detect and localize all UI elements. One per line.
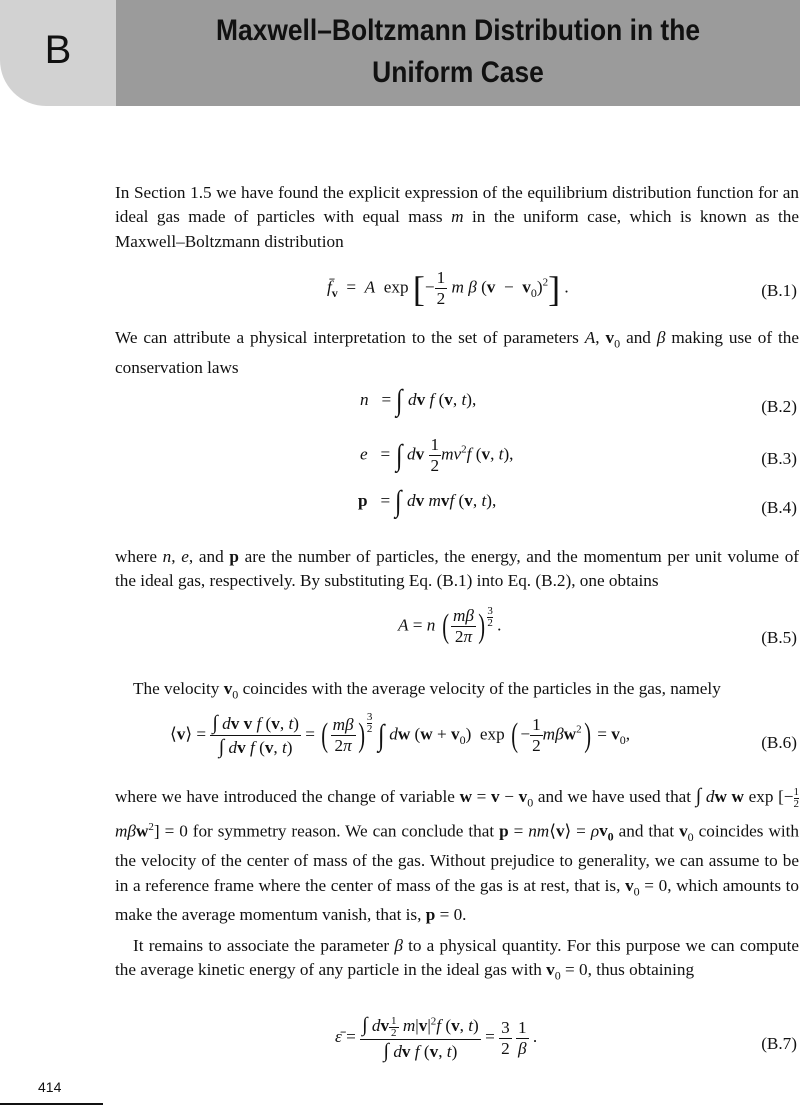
paragraph-4: The velocity $v_0$ coincides with the average velocity of the particles in the gas, namely	[133, 679, 721, 702]
paragraph-2: We can attribute a physical interpretation to the set of parameters A, $v_0$ and β making use of the conservation laws	[115, 328, 800, 377]
paragraph-3: where n, e, and p are the number of particles, the energy, and the momentum per unit volume of the ideal gas, respectively. By substituting Eq. (B.1) into Eq. (B.2), one obtains	[115, 547, 800, 591]
title-line-2: Uniform Case	[372, 56, 544, 89]
appendix-letter: B	[44, 28, 72, 72]
equation-B2: n = ∫ dv f (v, t), (B.2)	[360, 384, 797, 417]
equation-number-B4: (B.4)	[761, 498, 797, 517]
paragraph-1-text: In Section 1.5 we have found the explicit expression of the equilibrium distribution function for an ideal gas made of particles with equal mass m in the uniform case, which is known as the Maxwell–Boltzmann distribution	[115, 183, 799, 251]
equation-number-B7: (B.7)	[761, 1034, 797, 1053]
equation-B5: A = n ( $\frac{m\beta}{2\pi}$ ) $\frac{3}{2}$ . (B.5)	[398, 605, 797, 647]
footer-rule	[0, 1103, 103, 1105]
paragraph-6: It remains to associate the parameter β to a physical quantity. For this purpose we can compute the average kinetic energy of any particle in the ideal gas with $v_0 = 0$, thus obtaining	[115, 936, 800, 983]
equation-B4: p = ∫ dv mvf (v, t), (B.4)	[358, 485, 797, 518]
paragraph-1	[115, 181, 799, 254]
page-number: 414	[38, 1079, 62, 1095]
title-line-1: Maxwell–Boltzmann Distribution in the	[215, 14, 701, 47]
equation-number-B6: (B.6)	[761, 733, 797, 752]
equation-number-B2: (B.2)	[761, 397, 797, 416]
page-title	[157, 10, 759, 94]
paragraph-5: where we have introduced the change of variable $w = v - v_0$ and we have used that ∫ dw w exp [− $\frac{1}{2}$ mβw$^2$] = 0 for symmetry reason. We can conclude that p = nm⟨v⟩ = $\rho v_0$ and that $v_0$ coincides with the velocity of the center of mass of the gas. Without prejudice to generality, we can assume to be in a reference frame where the center of mass of the gas is at rest, that is, $v_0 = 0$, which amounts to make the average momentum vanish, that is, p = 0.	[115, 785, 799, 925]
equation-B6: ⟨v⟩ = $\frac{\text{∫ dv v f (v, t)}}{\text{∫ dv f (v, t)}}$ = ( $\frac{m\beta}{2\pi}$ ) $\frac{3}{2}$ ∫ dw $(w + v_0)$ exp ( − $\frac{1}{2}$ $m\beta w^2) = v_0$, (B.6)	[170, 711, 797, 758]
equation-number-B1: (B.1)	[761, 281, 797, 300]
equation-B3: e = ∫ dv $\frac{1}{2}$ $mv^2f$ (v, t), (B.3)	[360, 435, 797, 475]
equation-B7: ε̄ = ∫ dv $\frac{1}{2}$ $m|v|^2f$ (v, t) ∫ dv f (v, t) = $\frac{3}{2}$ $\frac{1}{\beta}$ . (B.7)	[335, 1014, 797, 1062]
equation-B1: $f̄_v = A$ exp [− $\frac{1}{2}$ m β $(v - v_0)^2$] . (B.1)	[327, 268, 797, 309]
equation-number-B3: (B.3)	[761, 449, 797, 468]
equation-number-B5: (B.5)	[761, 628, 797, 647]
